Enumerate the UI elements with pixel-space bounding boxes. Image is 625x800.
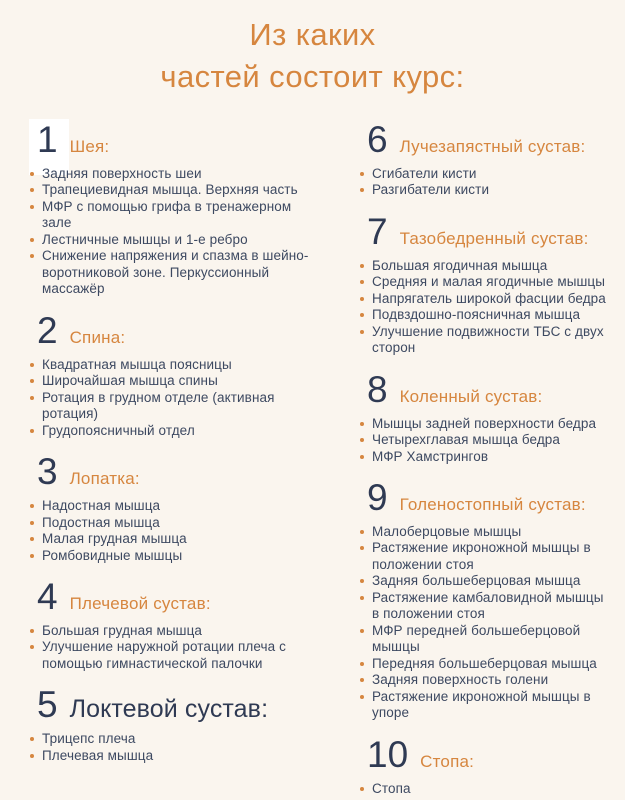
bullet-dot-icon	[30, 396, 34, 400]
column-left	[28, 121, 324, 778]
bullet-text: Передняя большеберцовая мышца	[372, 655, 597, 671]
course-section	[28, 453, 324, 564]
bullet-text: Растяжение камбаловидной мышцы в положении стоя	[372, 589, 604, 622]
bullet-dot-icon	[30, 754, 34, 758]
bullet-text: Задняя большеберцовая мышца	[372, 573, 581, 589]
bullet-list	[358, 781, 612, 798]
bullet-item	[358, 416, 612, 433]
course-section	[358, 210, 612, 357]
section-heading	[37, 686, 324, 725]
bullet-item	[28, 639, 324, 672]
bullet-item	[28, 166, 324, 183]
bullet-item	[358, 689, 612, 722]
course-section	[358, 479, 612, 722]
bullet-text: Подостная мышца	[42, 514, 160, 530]
bullet-item	[28, 731, 324, 748]
bullet-list	[358, 416, 612, 466]
section-title: Голеностопный сустав:	[399, 495, 586, 515]
bullet-dot-icon	[30, 254, 34, 258]
section-heading	[367, 479, 612, 518]
section-number: 10	[367, 733, 409, 775]
bullet-item	[28, 531, 324, 548]
bullet-text: Разгибатели кисти	[372, 182, 490, 198]
section-number: 5	[37, 684, 58, 726]
bullet-dot-icon	[360, 546, 364, 550]
section-number: 4	[37, 576, 58, 618]
bullet-text: Растяжение икроножной мышцы в положении стоя	[372, 540, 591, 572]
bullet-dot-icon	[360, 579, 364, 583]
bullet-text: Задняя поверхность шеи	[42, 165, 202, 181]
section-title: Локтевой сустав:	[69, 695, 269, 724]
bullet-item	[28, 182, 324, 199]
bullet-item	[28, 390, 324, 423]
section-title: Коленный сустав:	[399, 386, 543, 406]
bullet-dot-icon	[360, 695, 364, 699]
bullet-text: Трицепс плеча	[42, 731, 136, 747]
bullet-item	[358, 590, 612, 623]
course-section	[28, 578, 324, 672]
page-title-line2: частей состоит курс:	[160, 58, 465, 94]
bullet-text: Ромбовидные мышцы	[42, 547, 183, 563]
bullet-item	[358, 307, 612, 324]
bullet-text: Большая ягодичная мышца	[372, 257, 548, 273]
bullet-dot-icon	[360, 662, 364, 666]
bullet-dot-icon	[360, 264, 364, 268]
bullet-text: Плечевая мышца	[42, 747, 154, 763]
bullet-item	[358, 623, 612, 656]
bullet-item	[358, 258, 612, 275]
bullet-text: Надостная мышца	[42, 498, 161, 514]
bullet-dot-icon	[360, 678, 364, 682]
bullet-item	[28, 623, 324, 640]
bullet-list	[28, 623, 324, 673]
bullet-dot-icon	[360, 422, 364, 426]
section-heading	[367, 733, 612, 775]
bullet-item	[28, 498, 324, 515]
bullet-dot-icon	[360, 313, 364, 317]
bullet-item	[358, 324, 612, 357]
bullet-text: Растяжение икроножной мышцы в упоре	[372, 688, 591, 721]
section-number: 1	[29, 119, 69, 175]
section-title: Стопа:	[420, 751, 475, 771]
bullet-item	[358, 672, 612, 689]
bullet-item	[28, 373, 324, 390]
bullet-list	[28, 357, 324, 440]
bullet-dot-icon	[30, 363, 34, 367]
bullet-text: Трапециевидная мышца. Верхняя часть	[42, 182, 298, 198]
bullet-dot-icon	[30, 429, 34, 433]
bullet-dot-icon	[360, 188, 364, 192]
page-title-line1: Из каких	[249, 17, 376, 52]
course-section	[28, 121, 324, 298]
section-number: 8	[367, 368, 388, 410]
bullet-dot-icon	[360, 438, 364, 442]
bullet-text: Сгибатели кисти	[372, 165, 477, 181]
bullet-dot-icon	[360, 787, 364, 791]
section-title: Плечевой сустав:	[69, 594, 211, 614]
bullet-item	[28, 199, 324, 232]
bullet-list	[28, 166, 324, 298]
bullet-item	[358, 449, 612, 466]
bullet-dot-icon	[360, 596, 364, 600]
bullet-list	[358, 524, 612, 722]
page-title	[0, 14, 625, 97]
bullet-dot-icon	[30, 238, 34, 242]
section-title: Лопатка:	[69, 469, 140, 489]
section-number: 2	[37, 309, 58, 351]
bullet-text: Ротация в грудном отделе (активная ротация)	[42, 389, 275, 422]
bullet-dot-icon	[30, 188, 34, 192]
section-number: 9	[367, 477, 388, 519]
bullet-item	[358, 573, 612, 590]
bullet-text: Стопа	[372, 780, 411, 796]
bullet-dot-icon	[30, 504, 34, 508]
bullet-text: Квадратная мышца поясницы	[42, 356, 232, 372]
bullet-item	[358, 166, 612, 183]
bullet-dot-icon	[30, 554, 34, 558]
bullet-list	[28, 731, 324, 764]
bullet-dot-icon	[30, 645, 34, 649]
bullet-item	[358, 291, 612, 308]
bullet-item	[358, 182, 612, 199]
bullet-dot-icon	[30, 521, 34, 525]
bullet-text: Улучшение подвижности ТБС с двух сторон	[372, 323, 604, 356]
bullet-item	[28, 548, 324, 565]
bullet-item	[28, 248, 324, 298]
bullet-item	[358, 432, 612, 449]
bullet-item	[28, 748, 324, 765]
course-section	[358, 368, 612, 465]
bullet-text: Четырехглавая мышца бедра	[372, 432, 561, 448]
bullet-text: Снижение напряжения и спазма в шейно-воротниковой зоне. Перкуссионный массажёр	[42, 248, 309, 297]
course-section	[28, 309, 324, 439]
bullet-text: Мышцы задней поверхности бедра	[372, 415, 597, 431]
section-title: Тазобедренный сустав:	[399, 228, 589, 248]
section-number: 7	[367, 210, 388, 252]
bullet-item	[358, 274, 612, 291]
course-section	[358, 121, 612, 199]
section-title: Лучезапястный сустав:	[399, 137, 586, 156]
section-number: 3	[37, 451, 58, 493]
section-heading	[367, 121, 612, 160]
bullet-text: МФР Хамстрингов	[372, 448, 489, 464]
bullet-dot-icon	[30, 737, 34, 741]
bullet-item	[358, 540, 612, 573]
bullet-dot-icon	[360, 455, 364, 459]
bullet-dot-icon	[30, 379, 34, 383]
bullet-text: Большая грудная мышца	[42, 622, 203, 638]
bullet-dot-icon	[30, 172, 34, 176]
bullet-item	[28, 423, 324, 440]
section-heading	[37, 453, 324, 492]
bullet-text: Напрягатель широкой фасции бедра	[372, 290, 606, 306]
bullet-text: Подвздошно-поясничная мышца	[372, 307, 581, 323]
section-title: Спина:	[69, 327, 126, 347]
bullet-text: Средняя и малая ягодичные мышцы	[372, 274, 606, 290]
bullet-text: Задняя поверхность голени	[372, 672, 549, 688]
bullet-text: Малоберцовые мышцы	[372, 523, 522, 539]
bullet-text: Малая грудная мышца	[42, 531, 187, 547]
bullet-item	[28, 232, 324, 249]
section-heading	[37, 309, 324, 351]
bullet-item	[358, 781, 612, 798]
section-title: Шея:	[69, 137, 110, 156]
bullet-item	[358, 656, 612, 673]
section-number: 6	[367, 119, 388, 160]
bullet-text: Широчайшая мышца спины	[42, 373, 218, 389]
bullet-dot-icon	[360, 280, 364, 284]
bullet-text: Лестничные мышцы и 1-е ребро	[42, 231, 248, 247]
bullet-dot-icon	[30, 205, 34, 209]
bullet-text: Грудопоясничный отдел	[42, 422, 195, 438]
section-heading	[37, 121, 324, 160]
section-heading	[37, 578, 324, 617]
bullet-dot-icon	[30, 537, 34, 541]
bullet-text: МФР передней большеберцовой мышцы	[372, 622, 581, 655]
bullet-dot-icon	[360, 530, 364, 534]
bullet-list	[28, 498, 324, 564]
column-right	[358, 121, 612, 800]
bullet-list	[358, 166, 612, 199]
bullet-item	[28, 515, 324, 532]
bullet-text: МФР с помощью грифа в тренажерном зале	[42, 198, 292, 231]
bullet-dot-icon	[360, 297, 364, 301]
section-heading	[367, 368, 612, 410]
bullet-dot-icon	[360, 172, 364, 176]
bullet-list	[358, 258, 612, 357]
bullet-dot-icon	[30, 629, 34, 633]
course-section	[358, 733, 612, 797]
bullet-item	[28, 357, 324, 374]
section-heading	[367, 210, 612, 252]
bullet-dot-icon	[360, 629, 364, 633]
course-section	[28, 686, 324, 764]
bullet-item	[358, 524, 612, 541]
bullet-dot-icon	[360, 330, 364, 334]
bullet-text: Улучшение наружной ротации плеча с помощью гимнастической палочки	[42, 639, 286, 671]
